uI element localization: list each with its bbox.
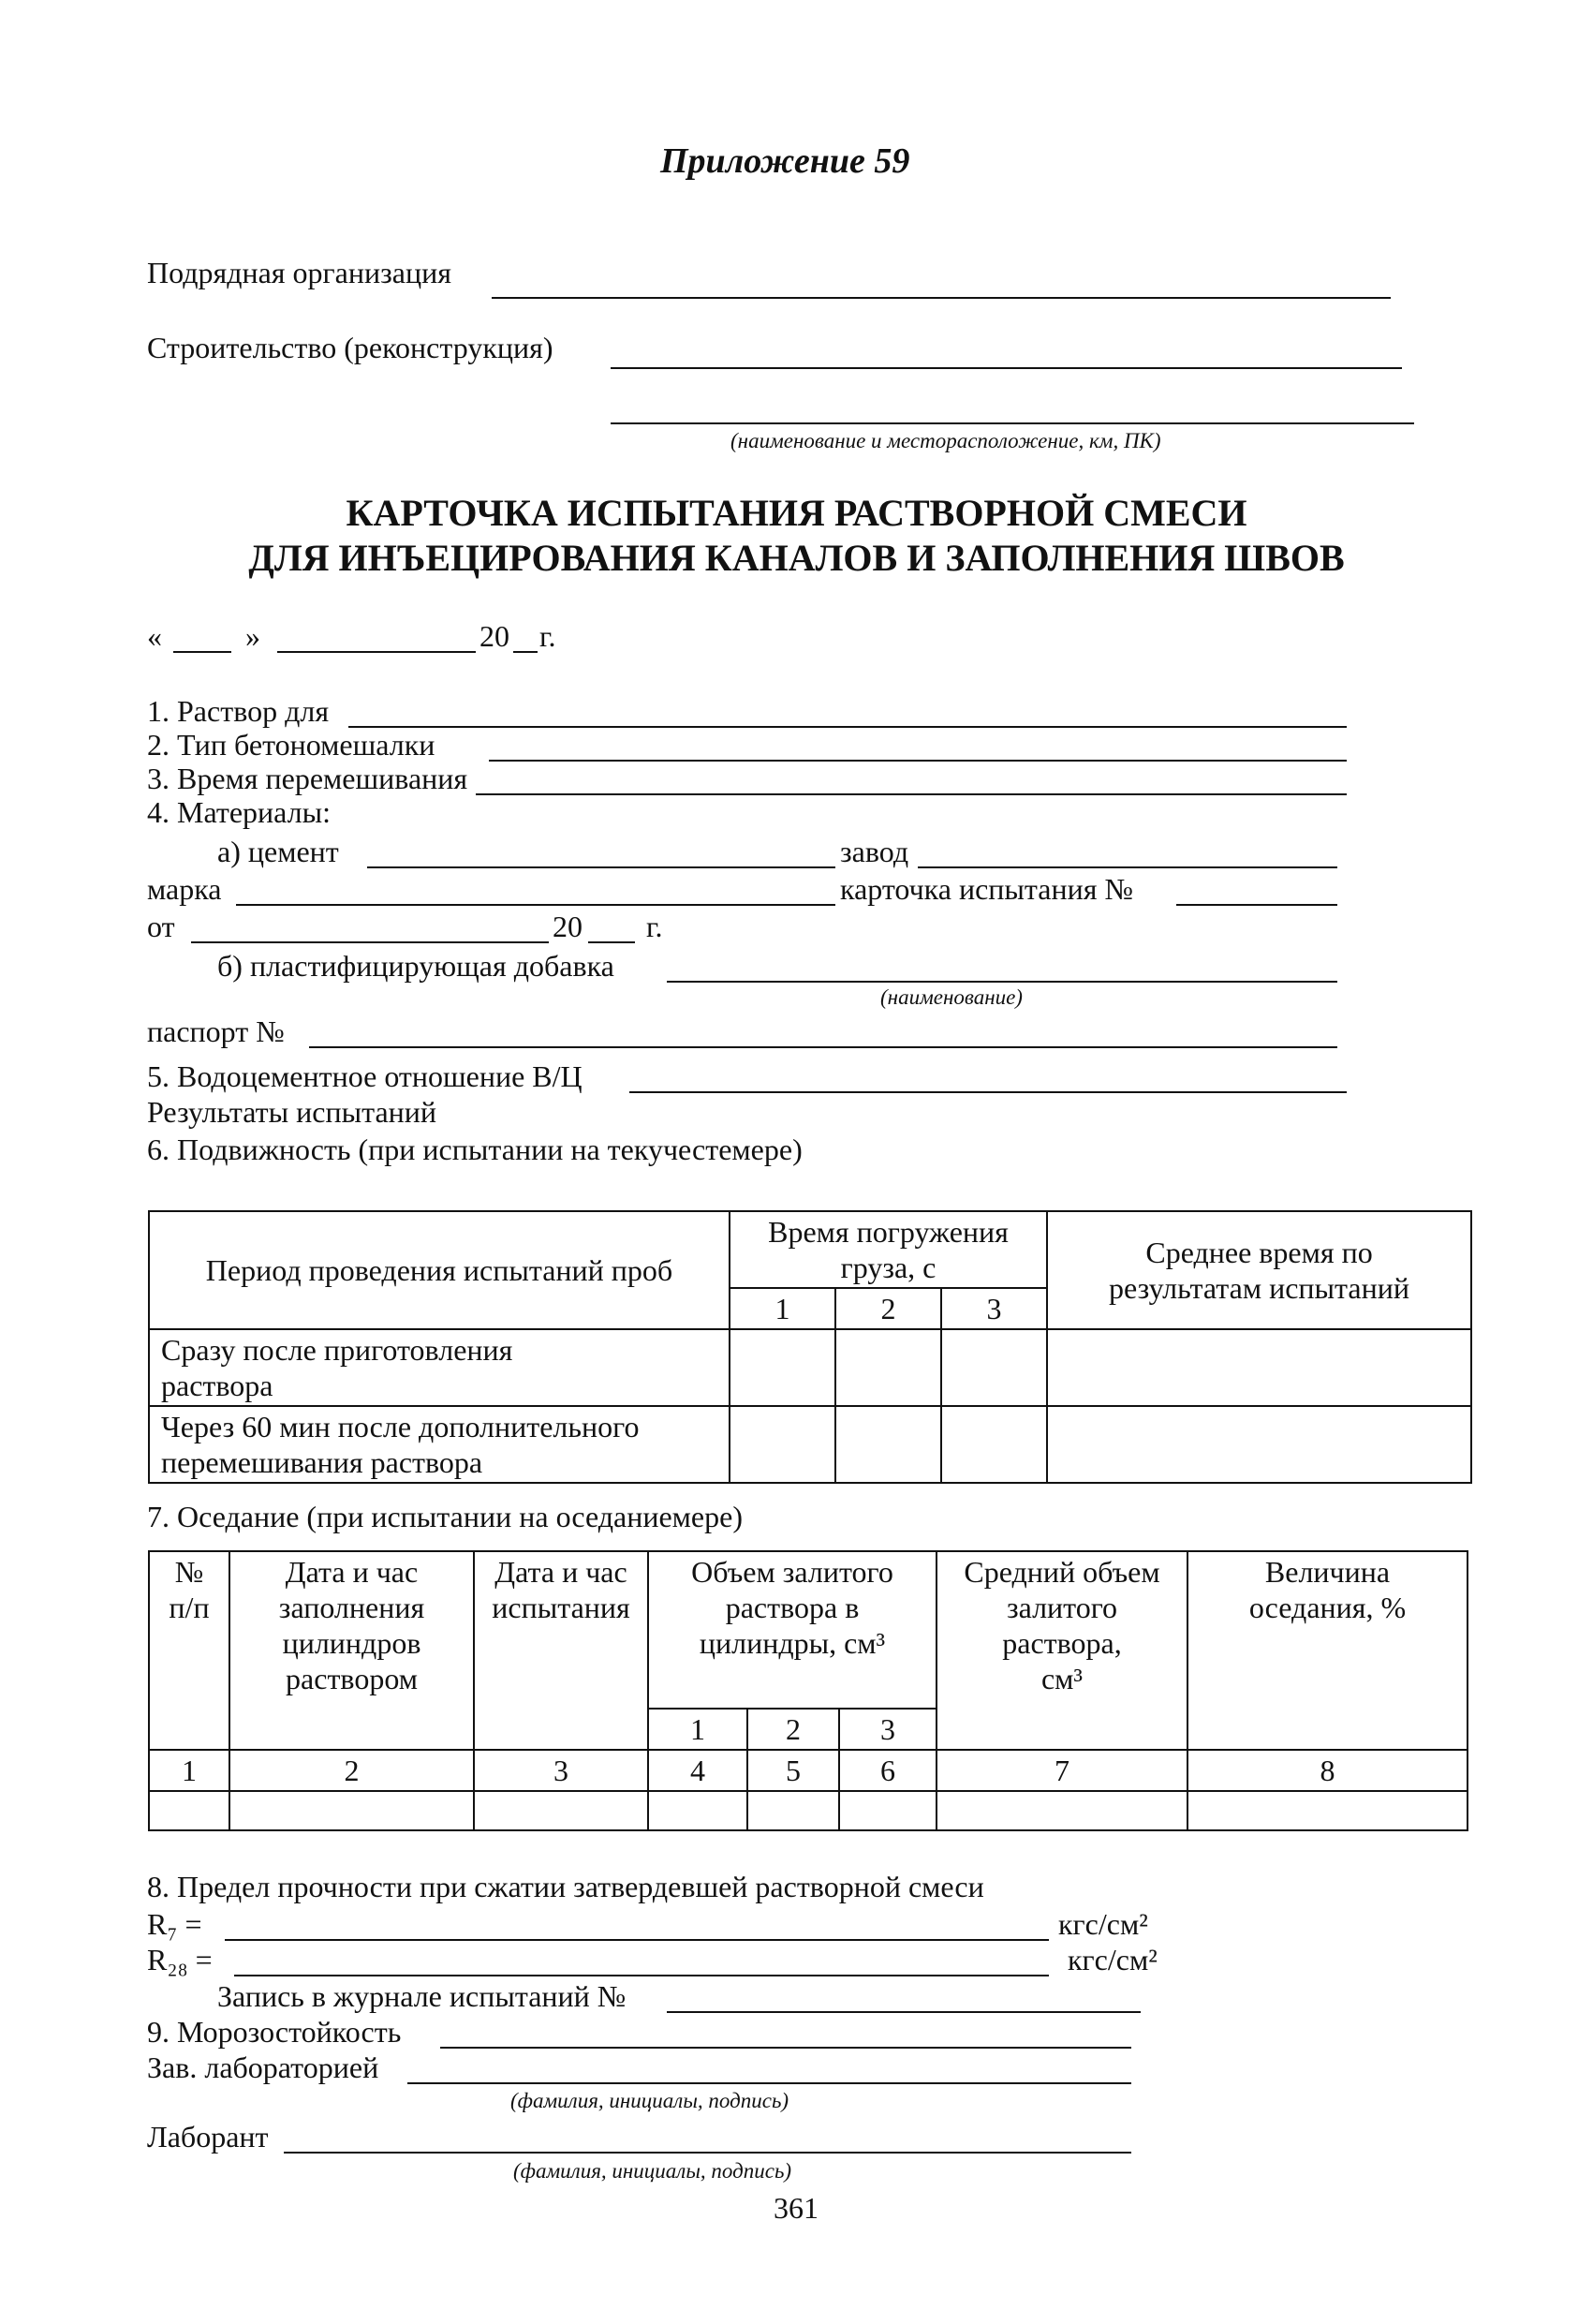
date-year-line[interactable]	[513, 651, 538, 653]
settlement-num-6: 6	[839, 1750, 937, 1791]
mixer-type-label: 2. Тип бетономешалки	[147, 728, 435, 762]
wc-ratio-label: 5. Водоцементное отношение В/Ц	[147, 1059, 583, 1093]
solution-for-line[interactable]	[348, 726, 1347, 728]
mobility-row-2-label: Через 60 мин после дополнительного перемешивания раствора	[149, 1406, 730, 1483]
settlement-num-7: 7	[937, 1750, 1187, 1791]
results-label: Результаты испытаний	[147, 1095, 437, 1129]
mobility-row-2-cell-3[interactable]	[941, 1406, 1047, 1483]
plant-label: завод	[840, 835, 909, 868]
plasticizer-caption: (наименование)	[880, 985, 1023, 1009]
card-title-line1: КАРТОЧКА ИСПЫТАНИЯ РАСТВОРНОЙ СМЕСИ	[346, 492, 1247, 534]
cement-label: а) цемент	[217, 835, 339, 868]
mobility-label: 6. Подвижность (при испытании на текучестемере)	[147, 1132, 803, 1166]
frost-line[interactable]	[440, 2047, 1131, 2049]
grade-label: марка	[147, 872, 222, 906]
construction-line-2[interactable]	[611, 422, 1414, 424]
settlement-empty-6[interactable]	[839, 1791, 937, 1830]
settlement-subcol-1: 1	[648, 1709, 747, 1750]
passport-line[interactable]	[309, 1046, 1337, 1048]
r7-unit: кгс/см²	[1058, 1907, 1148, 1941]
settlement-label: 7. Оседание (при испытании на оседаниемере)	[147, 1500, 743, 1533]
mixer-type-line[interactable]	[489, 760, 1347, 762]
settlement-header-average-volume: Средний объем залитого раствора, см³	[937, 1551, 1187, 1750]
r28-unit: кгс/см²	[1068, 1943, 1158, 1976]
plasticizer-label: б) пластифицирующая добавка	[217, 949, 614, 983]
settlement-empty-2[interactable]	[229, 1791, 474, 1830]
settlement-num-2: 2	[229, 1750, 474, 1791]
settlement-header-settlement: Величина оседания, %	[1187, 1551, 1468, 1750]
from-year-line[interactable]	[588, 941, 635, 943]
test-card-label: карточка испытания №	[840, 872, 1133, 906]
card-title-line2: ДЛЯ ИНЪЕЦИРОВАНИЯ КАНАЛОВ И ЗАПОЛНЕНИЯ ШВОВ	[248, 537, 1345, 579]
mobility-row-1-cell-2[interactable]	[835, 1329, 941, 1406]
grade-line[interactable]	[236, 904, 835, 906]
contractor-label: Подрядная организация	[147, 256, 451, 289]
mobility-header-time: Время погружения груза, с	[730, 1211, 1047, 1288]
r28-line[interactable]	[234, 1975, 1049, 1976]
settlement-empty-4[interactable]	[648, 1791, 747, 1830]
from-label: от	[147, 910, 175, 943]
from-line[interactable]	[191, 941, 549, 943]
date-year-suffix: г.	[539, 619, 556, 653]
settlement-empty-1[interactable]	[149, 1791, 229, 1830]
date-open-quote: «	[147, 619, 162, 653]
settlement-empty-7[interactable]	[937, 1791, 1187, 1830]
settlement-empty-3[interactable]	[474, 1791, 648, 1830]
strength-label: 8. Предел прочности при сжатии затвердевшей растворной смеси	[147, 1870, 984, 1903]
r7-line[interactable]	[225, 1939, 1049, 1941]
contractor-line[interactable]	[492, 297, 1391, 299]
mobility-row-2-cell-1[interactable]	[730, 1406, 835, 1483]
mobility-row-2-average[interactable]	[1047, 1406, 1471, 1483]
journal-line[interactable]	[667, 2011, 1141, 2013]
construction-caption: (наименование и месторасположение, км, ПК)	[730, 429, 1161, 452]
settlement-num-3: 3	[474, 1750, 648, 1791]
mobility-subcol-1: 1	[730, 1288, 835, 1329]
settlement-header-volume: Объем залитого раствора в цилиндры, см³	[648, 1551, 937, 1709]
table-row	[149, 1329, 1471, 1406]
mobility-header-average: Среднее время по результатам испытаний	[1047, 1211, 1471, 1329]
settlement-header-no: № п/п	[149, 1551, 229, 1750]
mobility-header-period: Период проведения испытаний проб	[149, 1211, 730, 1329]
plant-line[interactable]	[918, 866, 1337, 868]
lab-head-caption: (фамилия, инициалы, подпись)	[510, 2089, 789, 2112]
settlement-num-8: 8	[1187, 1750, 1468, 1791]
passport-label: паспорт №	[147, 1014, 285, 1048]
settlement-empty-8[interactable]	[1187, 1791, 1468, 1830]
table-row	[149, 1791, 1468, 1830]
appendix-heading: Приложение 59	[660, 141, 910, 181]
mobility-subcol-3: 3	[941, 1288, 1047, 1329]
mixing-time-line[interactable]	[476, 793, 1347, 795]
mobility-row-1-average[interactable]	[1047, 1329, 1471, 1406]
settlement-num-1: 1	[149, 1750, 229, 1791]
mobility-row-2-cell-2[interactable]	[835, 1406, 941, 1483]
lab-assistant-caption: (фамилия, инициалы, подпись)	[513, 2159, 792, 2183]
settlement-subcol-2: 2	[747, 1709, 839, 1750]
settlement-header-test-date: Дата и час испытания	[474, 1551, 648, 1750]
mobility-table	[148, 1210, 1472, 1484]
construction-label: Строительство (реконструкция)	[147, 331, 553, 364]
table-row	[149, 1750, 1468, 1791]
from-year-prefix: 20	[553, 910, 583, 943]
cement-line[interactable]	[367, 866, 835, 868]
mobility-row-1-label: Сразу после приготовления раствора	[149, 1329, 730, 1406]
wc-ratio-line[interactable]	[629, 1091, 1347, 1093]
mobility-row-1-cell-3[interactable]	[941, 1329, 1047, 1406]
mobility-row-1-cell-1[interactable]	[730, 1329, 835, 1406]
construction-line[interactable]	[611, 367, 1402, 369]
lab-head-label: Зав. лабораторией	[147, 2050, 379, 2084]
mobility-subcol-2: 2	[835, 1288, 941, 1329]
settlement-header-fill-date: Дата и час заполнения цилиндров раствором	[229, 1551, 474, 1750]
r28-label: R₂₈ =	[147, 1943, 213, 1976]
frost-label: 9. Морозостойкость	[147, 2015, 402, 2049]
page-number: 361	[774, 2191, 819, 2225]
plasticizer-line[interactable]	[667, 981, 1337, 983]
date-month-line[interactable]	[277, 651, 476, 653]
settlement-num-4: 4	[648, 1750, 747, 1791]
date-day-line[interactable]	[173, 651, 231, 653]
settlement-subcol-3: 3	[839, 1709, 937, 1750]
test-card-line[interactable]	[1176, 904, 1337, 906]
mixing-time-label: 3. Время перемешивания	[147, 762, 468, 795]
settlement-num-5: 5	[747, 1750, 839, 1791]
lab-head-line[interactable]	[407, 2082, 1131, 2084]
lab-assistant-label: Лаборант	[147, 2120, 269, 2154]
r7-label: R₇ =	[147, 1907, 202, 1941]
lab-assistant-line[interactable]	[284, 2152, 1131, 2154]
date-close-quote: »	[245, 619, 260, 653]
settlement-empty-5[interactable]	[747, 1791, 839, 1830]
solution-for-label: 1. Раствор для	[147, 694, 330, 728]
from-year-suffix: г.	[646, 910, 663, 943]
journal-label: Запись в журнале испытаний №	[217, 1979, 627, 2013]
date-year-prefix: 20	[479, 619, 509, 653]
materials-label: 4. Материалы:	[147, 795, 331, 829]
settlement-table	[148, 1550, 1468, 1831]
table-row	[149, 1406, 1471, 1483]
